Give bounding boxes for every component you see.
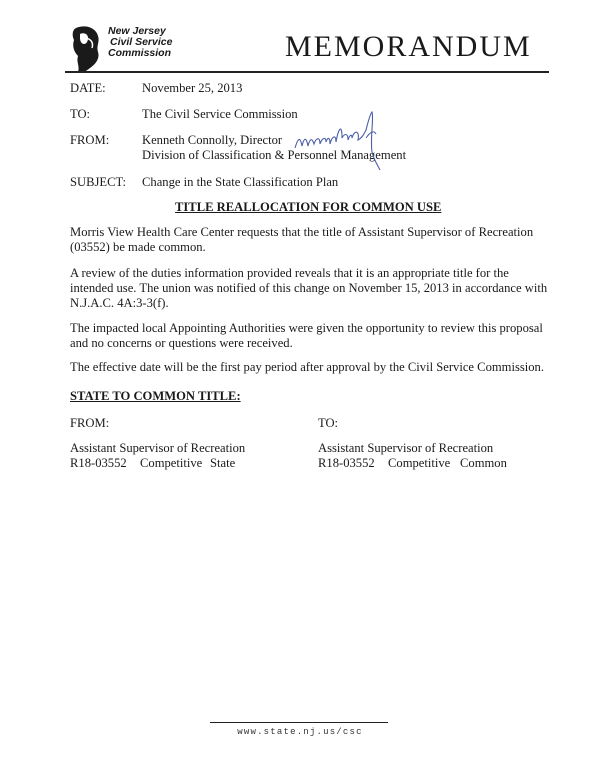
date-value: November 25, 2013	[142, 81, 243, 95]
to-jurisdiction: Common	[460, 456, 507, 471]
handwritten-signature	[290, 108, 410, 183]
from-code: R18-03552	[70, 456, 127, 471]
to-type: Competitive	[388, 456, 451, 471]
nj-csc-logo	[66, 24, 186, 78]
from-value-line-1: Kenneth Connolly, Director	[142, 133, 283, 147]
memo-title: MEMORANDUM	[285, 30, 532, 63]
to-code-row	[318, 456, 507, 471]
subject-value: Change in the State Classification Plan	[142, 175, 339, 189]
from-title: Assistant Supervisor of Recreation	[70, 441, 246, 456]
paragraph-1: Morris View Health Care Center requests that the title of Assistant Supervisor of Recreation (03552) be made common.	[70, 225, 534, 255]
header-rule	[65, 71, 549, 73]
from-type: Competitive	[140, 456, 203, 471]
from-column-label: FROM:	[70, 416, 110, 430]
to-column-label: TO:	[318, 416, 339, 430]
footer-url[interactable]: www.state.nj.us/csc	[237, 727, 363, 737]
paragraph-4: The effective date will be the first pay period after approval by the Civil Service Commission.	[70, 360, 544, 374]
from-jurisdiction: State	[210, 456, 236, 471]
subject-label: SUBJECT:	[70, 175, 127, 189]
paragraph-2: A review of the duties information provided reveals that it is an appropriate title for the intended use. The union was notified of this change on November 15, 2013 in accordance with N.J.A.C. 4A:3-3(f).	[70, 266, 548, 311]
logo-line-2: Civil Service	[110, 36, 173, 48]
paragraph-3: The impacted local Appointing Authorities were given the opportunity to review this proposal and no concerns or questions were received.	[70, 321, 543, 351]
to-value: The Civil Service Commission	[142, 107, 298, 121]
section-heading: TITLE REALLOCATION FOR COMMON USE	[175, 200, 442, 214]
from-value-line-2: Division of Classification & Personnel Management	[142, 148, 407, 162]
state-to-common-heading: STATE TO COMMON TITLE:	[70, 389, 241, 403]
logo-line-1: New Jersey	[108, 25, 166, 37]
to-title: Assistant Supervisor of Recreation	[318, 441, 494, 456]
footer-rule	[210, 722, 388, 723]
to-label: TO:	[70, 107, 91, 121]
to-code: R18-03552	[318, 456, 375, 471]
from-label: FROM:	[70, 133, 110, 147]
logo-text	[108, 26, 172, 59]
from-column	[70, 416, 245, 472]
date-label: DATE:	[70, 81, 106, 95]
to-column	[318, 416, 507, 472]
nj-state-seal-icon	[66, 24, 110, 76]
logo-line-3: Commission	[108, 47, 172, 59]
from-code-row	[70, 456, 245, 471]
